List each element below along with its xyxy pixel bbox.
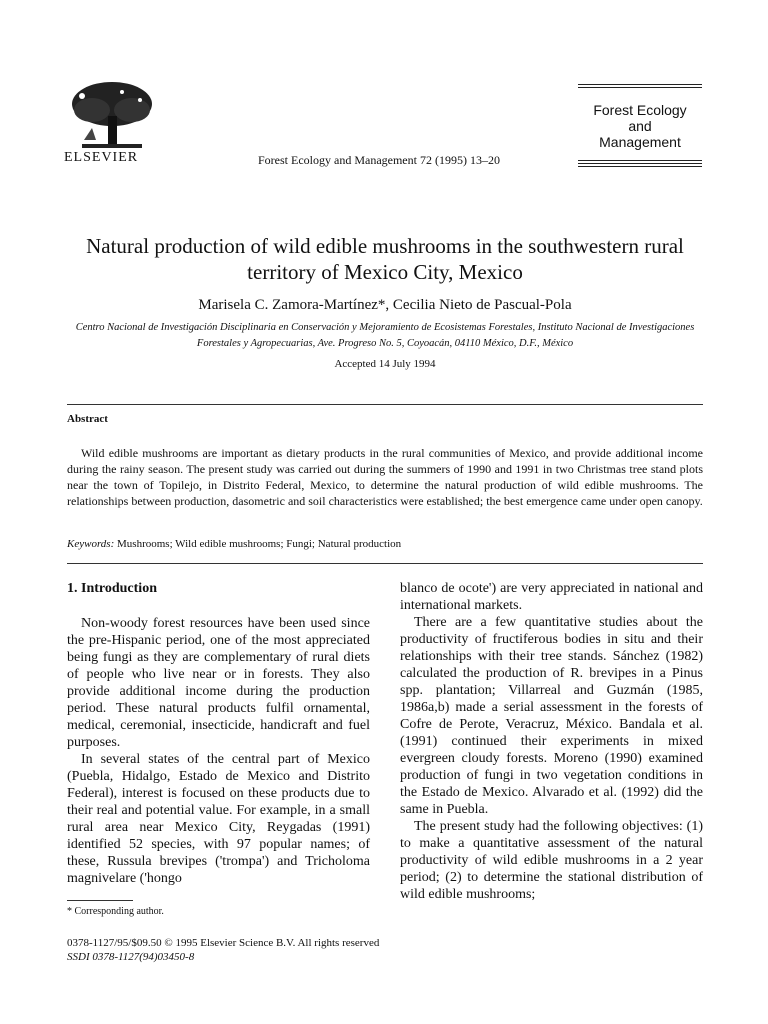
author-list: Marisela C. Zamora-Martínez*, Cecilia Nieto de Pascual-Pola xyxy=(198,297,572,313)
divider xyxy=(578,87,702,88)
left-column xyxy=(67,580,370,887)
paper-title: Natural production of wild edible mushrooms in the southwestern rural territory of Mexico City, Mexico xyxy=(86,234,684,284)
paragraph: blanco de ocote') are very appreciated in national and international markets. xyxy=(400,581,703,613)
keywords-label: Keywords: xyxy=(67,538,115,550)
paragraph: Non-woody forest resources have been used since the pre-Hispanic period, one of the most appreciated being fungi as they are complementary of rural diets of people who live near or in forests. They also provide additional income during the production period. These natural products fulfil ornamental, medical, ceremonial, insecticide, handicraft and fuel purposes. xyxy=(67,616,370,750)
tree-logo-icon xyxy=(62,80,158,152)
journal-citation: Forest Ecology and Management 72 (1995) 13–20 xyxy=(258,153,500,167)
divider xyxy=(67,900,133,901)
paragraph: There are a few quantitative studies about the productivity of fructiferous bodies in situ and their relationships with their tree stands. Sánchez (1982) calculated the production of R. brevipes in a Pinus spp. plantation; Villarreal and Guzmán (1985, 1986a,b) made a serial assessment in the forests of Cofre de Perote, Veracruz, México. Bandala et al. (1991) continued their experiments in mixed evergreen cloudy forests. Moreno (1990) examined production of fungi in two vegetation conditions in the Estado de Mexico. Alvarado et al. (1992) did the same in Puebla. xyxy=(400,615,703,817)
divider xyxy=(67,404,703,405)
journal-name-line: and xyxy=(628,118,652,134)
ssdi-line: SSDI 0378-1127(94)03450-8 xyxy=(67,951,195,963)
paragraph: The present study had the following objectives: (1) to make a quantitative assessment of the natural productivity of wild edible mushrooms in a 2 year period; (2) to determine the stational distribution of wild edible mushrooms; xyxy=(400,819,703,902)
journal-name xyxy=(578,90,702,158)
divider xyxy=(578,163,702,164)
right-column xyxy=(400,580,703,903)
copyright xyxy=(67,936,379,964)
divider xyxy=(67,563,703,564)
journal-name-line: Forest Ecology xyxy=(593,102,687,118)
footnote: * Corresponding author. xyxy=(67,906,164,917)
paragraph: In several states of the central part of Mexico (Puebla, Hidalgo, Estado de Mexico and Distrito Federal), interest is focused on these products due to their real and potential value. For example, in a small rural area near Mexico City, Reygadas (1991) identified 52 species, with 97 popular names; of these, Russula brevipes ('trompa') and Tricholoma magnivelare ('hongo xyxy=(67,752,370,886)
section-heading: 1. Introduction xyxy=(67,581,157,596)
divider xyxy=(578,166,702,167)
keywords xyxy=(67,538,703,550)
divider xyxy=(578,160,702,161)
keywords-list: Mushrooms; Wild edible mushrooms; Fungi; Natural production xyxy=(117,538,402,550)
copyright-line: 0378-1127/95/$09.50 © 1995 Elsevier Science B.V. All rights reserved xyxy=(67,937,380,949)
journal-name-line: Management xyxy=(599,134,681,150)
accepted-date: Accepted 14 July 1994 xyxy=(334,358,436,370)
affiliation: Centro Nacional de Investigación Disciplinaria en Conservación y Mejoramiento de Ecosistemas Forestales, Instituto Nacional de Investigaciones Forestales y Agropecuarias, Ave. Progreso No. 5, Coyoacán, 04110 México, D.F., México xyxy=(75,322,695,349)
divider xyxy=(578,84,702,85)
abstract-text: Wild edible mushrooms are important as dietary products in the rural communities of Mexico, and provide additional income during the rainy season. The present study was carried out during the summers of 1990 and 1991 in two Christmas tree stand plots near the town of Topilejo, in Distrito Federal, Mexico, to determine the natural production of wild edible mushrooms. The relationships between production, dasometric and soil characteristics were established; the best emergence came under open canopy. xyxy=(67,446,703,508)
journal-name-box xyxy=(578,82,702,169)
abstract-heading: Abstract xyxy=(67,413,108,425)
publisher-name: ELSEVIER xyxy=(64,150,139,165)
